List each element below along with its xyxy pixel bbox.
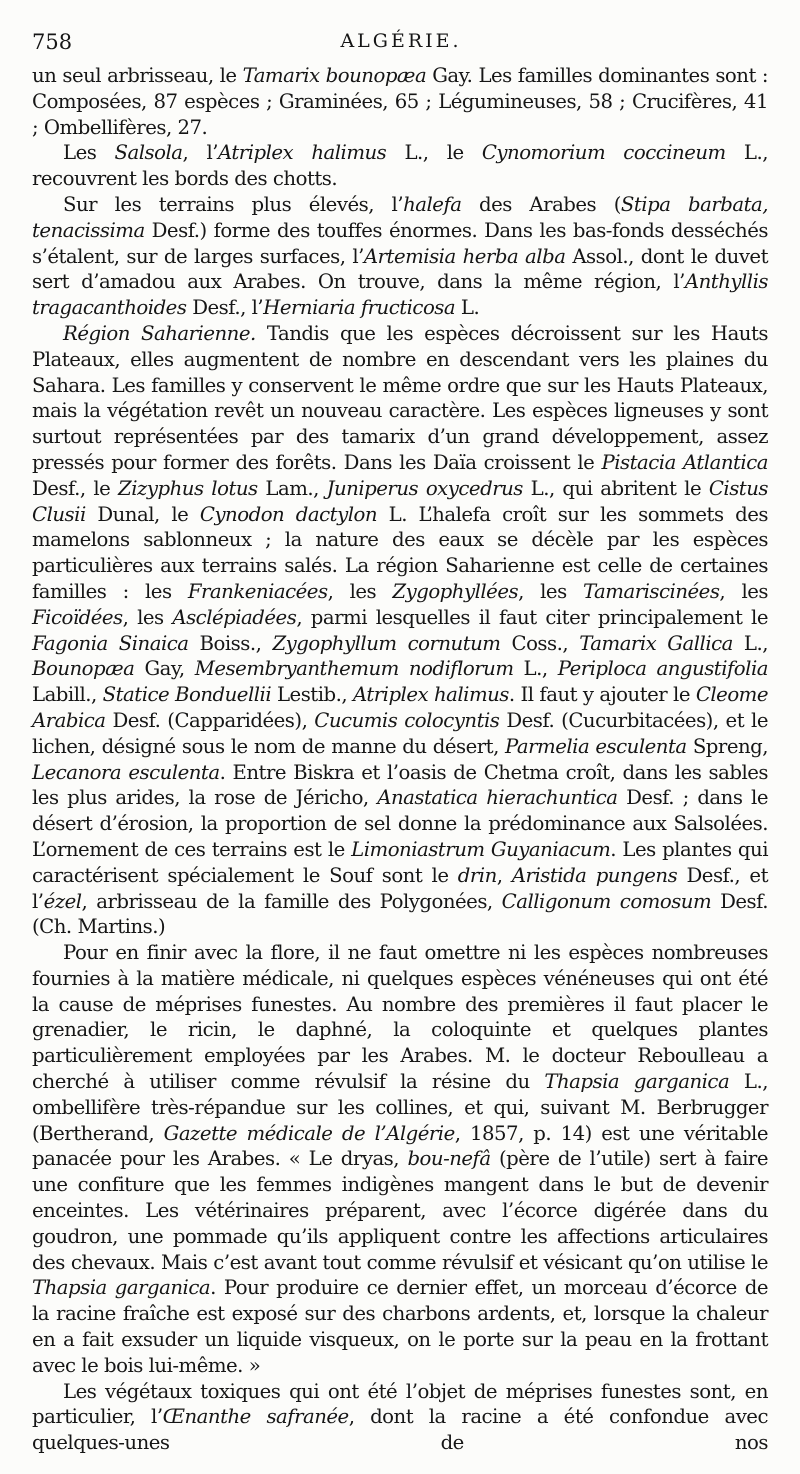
italic-term: Zizyphus lotus	[118, 476, 258, 500]
text-run: , parmi lesquelles il faut citer principalement le	[296, 605, 768, 629]
italic-term: Cynodon dactylon	[199, 502, 378, 526]
italic-term: Région Saharienne.	[63, 321, 256, 345]
text-run: , l’	[182, 141, 218, 165]
text-run: , les	[122, 605, 173, 629]
paragraph	[32, 321, 768, 940]
text-run: Coss.,	[500, 631, 580, 655]
text-run: Sur les terrains plus élevés, l’	[63, 192, 404, 216]
text-run: L., recouvrent les bords des chotts.	[32, 141, 768, 191]
text-run: Spreng,	[686, 734, 769, 758]
italic-term: Thapsia garganica	[32, 1276, 211, 1300]
running-header	[32, 30, 770, 56]
text-run: Desf., et l’	[32, 863, 768, 913]
italic-term: Cucumis colocyntis	[314, 708, 500, 732]
text-run: L., ombellifère très-répandue sur les collines, et qui, suivant M. Berbrugger (Bertherand,	[32, 1070, 768, 1145]
text-run: . Les plantes qui caractérisent spécialement le Souf sont le	[32, 837, 769, 887]
italic-term: Herniaria fructicosa	[263, 296, 456, 320]
paragraph	[32, 140, 768, 192]
running-title: ALGÉRIE.	[340, 30, 462, 52]
text-run: , dont la racine a été confondue avec quelques-unes de nos	[32, 1405, 768, 1455]
text-run: Boiss.,	[188, 631, 273, 655]
italic-term: Artemisia herba alba	[363, 244, 566, 268]
italic-term: Salsola	[114, 141, 183, 165]
text-run: . Il faut y ajouter le	[508, 683, 696, 707]
body-text	[32, 63, 768, 1456]
italic-term: Fagonia Sinaica	[32, 631, 189, 655]
text-run: Desf., l’	[186, 296, 264, 320]
italic-term: Bounopæa	[32, 657, 135, 681]
italic-term: Cistus Clusii	[32, 476, 769, 526]
italic-term: Periploca angustifolia	[557, 657, 768, 681]
text-run: Desf. (Cucurbitacées), et le lichen, désigné sous le nom de manne du désert,	[32, 708, 768, 758]
text-run: Les végétaux toxiques qui ont été l’objet de méprises funestes sont, en particulier, l’	[32, 1379, 768, 1429]
italic-term: Limoniastrum Guyaniacum	[351, 837, 611, 861]
italic-term: Ficoïdées	[32, 605, 123, 629]
paragraph	[32, 1379, 768, 1456]
text-run: . Entre Biskra et l’oasis de Chetma croît, dans les sables les plus arides, la rose de Jéricho,	[32, 760, 768, 810]
text-run: L.,	[513, 657, 558, 681]
text-run: L.,	[732, 631, 769, 655]
italic-term: Tamariscinées	[582, 579, 720, 603]
text-run: des Arabes (	[461, 192, 621, 216]
text-run: Labill.,	[32, 683, 103, 707]
italic-term: Cleome Arabica	[32, 683, 768, 732]
italic-term: Gazette médicale de l’Algérie	[163, 1121, 455, 1145]
text-run: L. L’halefa croît sur les sommets des mamelons sablonneux ; la nature des eaux se décèle par les espèces particulières aux terrains salés. La région Saharienne est celle de certaines familles : les	[32, 502, 768, 603]
text-run: , les	[719, 579, 769, 603]
italic-term: bou-nefâ	[407, 1147, 491, 1171]
page-number: 758	[32, 30, 73, 54]
text-run: Desf. (Capparidées),	[105, 708, 315, 732]
text-run: . Pour produire ce dernier effet, un morceau d’écorce de la racine fraîche est exposé sur des charbons ardents, et, lorsque la chaleur en a fait exsuder un liquide visqueux, on le porte sur la peau en la frottant avec le bois lui-même. »	[32, 1276, 768, 1377]
text-run: Desf., le	[32, 476, 119, 500]
text-run: Pour en finir avec la flore, il ne faut omettre ni les espèces nombreuses fournies à la matière médicale, ni quelques espèces vénéneuses qui ont été la cause de méprises funestes. Au nombre des premières il faut placer le grenadier, le ricin, le daphné, la coloquinte et quelques plantes particulièrement employées par les Arabes. M. le docteur Reboulleau a cherché à utiliser comme révulsif la résine du	[32, 941, 768, 1094]
italic-term: Pistacia Atlantica	[601, 450, 768, 474]
text-run: , les	[518, 579, 583, 603]
italic-term: drin	[457, 863, 497, 887]
text-run: L.	[455, 296, 480, 320]
italic-term: Zygophyllées	[392, 579, 519, 603]
paragraph	[32, 192, 768, 321]
text-run: un seul arbrisseau, le	[32, 64, 243, 87]
italic-term: Parmelia esculenta	[505, 734, 687, 758]
text-run: , les	[327, 579, 393, 603]
text-run: ,	[496, 863, 512, 887]
italic-term: Juniperus oxycedrus	[326, 476, 523, 500]
italic-term: Anastatica hierachuntica	[377, 786, 618, 810]
italic-term: Statice Bonduellii	[102, 683, 272, 707]
text-run: Tandis que les espèces décroissent sur les Hauts Plateaux, elles augmentent de nombre en descendant vers les plaines du Sahara. Les familles y conservent le même ordre que sur les Hauts Plateaux, mais la végétation revêt un nouveau caractère. Les espèces ligneuses y sont surtout représentées par des tamarix d’un grand développement, assez pressés pour former des forêts. Dans les Daïa croissent le	[32, 321, 768, 474]
text-run: , 1857, p. 14) est une véritable panacée pour les Arabes. « Le dryas,	[32, 1121, 768, 1171]
text-run: Desf. (Ch. Martins.)	[32, 889, 768, 939]
italic-term: Tamarix bounopæa	[242, 64, 427, 87]
italic-term: Atriplex halimus	[352, 683, 509, 707]
italic-term: halefa	[403, 192, 462, 216]
text-run: Desf. ; dans le désert d’érosion, la proportion de sel donne la prédominance aux Salsolées. L’ornement de ces terrains est le	[32, 786, 768, 861]
text-run: Lestib.,	[271, 683, 353, 707]
paragraph	[32, 940, 768, 1379]
italic-term: Asclépiadées	[172, 605, 297, 629]
text-run: (père de l’utile) sert à faire une confiture que les femmes indigènes mangent dans le but de devenir enceintes. Les vétérinaires préparent, avec l’écorce digérée dans du goudron, une pommade qu’ils appliquent contre les affections articulaires des chevaux. Mais c’est avant tout comme révulsif et vésicant qu’on utilise le	[32, 1147, 768, 1274]
italic-term: Stipa barbata, tenacissima	[32, 192, 768, 242]
italic-term: Œnanthe safranée	[162, 1405, 349, 1429]
text-run: Gay. Les familles dominantes sont : Composées, 87 espèces ; Graminées, 65 ; Légumineuses, 58 ; Crucifères, 41 ; Ombellifères, 27.	[32, 64, 769, 139]
italic-term: Atriplex halimus	[218, 141, 387, 165]
text-run: Dunal, le	[85, 502, 200, 526]
italic-term: Mesembryanthemum nodiflorum	[194, 657, 514, 681]
italic-term: Calligonum comosum	[501, 889, 712, 913]
text-run: L., qui abritent le	[522, 476, 709, 500]
italic-term: Cynomorium coccineum	[481, 141, 726, 165]
italic-term: Zygophyllum cornutum	[272, 631, 501, 655]
italic-term: Anthyllis tragacanthoides	[32, 270, 768, 320]
paragraph	[32, 63, 768, 140]
italic-term: Thapsia garganica	[544, 1070, 730, 1094]
italic-term: Lecanora esculenta	[32, 760, 220, 784]
italic-term: Tamarix Gallica	[579, 631, 733, 655]
italic-term: Frankeniacées	[187, 579, 328, 603]
text-run: Les	[63, 141, 115, 165]
text-run: L., le	[386, 141, 482, 165]
text-run: Gay,	[134, 657, 195, 681]
italic-term: ézel	[43, 889, 82, 913]
text-run: Lam.,	[257, 476, 327, 500]
text-run: Desf.) forme des touffes énormes. Dans les bas-fonds desséchés s’étalent, sur de larges surfaces, l’	[32, 218, 768, 268]
text-run: , arbrisseau de la famille des Polygonées,	[81, 889, 502, 913]
italic-term: Aristida pungens	[511, 863, 678, 887]
text-run: Assol., dont le duvet sert d’amadou aux Arabes. On trouve, dans la même région, l’	[32, 244, 768, 294]
